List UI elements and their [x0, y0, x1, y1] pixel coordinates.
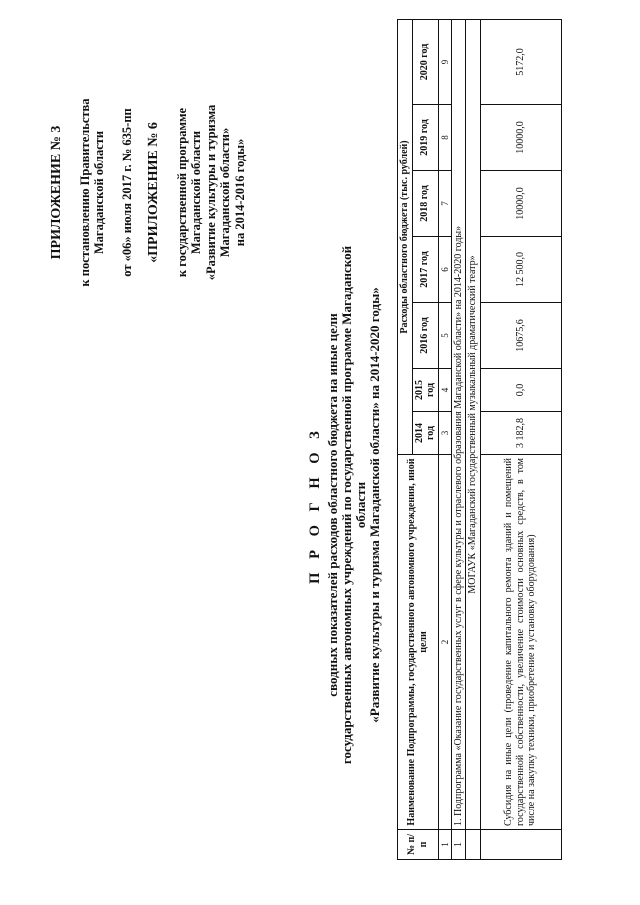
year-cell: 2020 год — [412, 19, 438, 104]
appendix-6: «ПРИЛОЖЕНИЕ № 6 — [146, 122, 161, 263]
header-budget: Расходы областного бюджета (тыс. рублей) — [398, 19, 413, 454]
title-forecast: П Р О Г Н О З — [307, 426, 323, 584]
value-cell: 10675,6 — [480, 303, 561, 369]
program-line-4: Магаданской области» — [218, 127, 232, 258]
title-line-3: государственных автономных учреждений по государственной программе Магаданской области — [339, 245, 368, 765]
subsidy-row — [480, 19, 561, 859]
resolution-line-2: Магаданской области — [92, 130, 106, 255]
year-cell: 2019 год — [412, 105, 438, 171]
title-line-4: «Развитие культуры и туризма Магаданской области» на 2014-2020 годы» — [367, 287, 382, 723]
budget-table — [397, 19, 562, 860]
organization-name: МОГАУК «Магаданский государственный музыкальный драматический театр» — [466, 19, 481, 829]
row-number: 1 — [451, 830, 466, 860]
program-line-2: Магаданской области — [189, 130, 203, 255]
table-header-row — [398, 19, 413, 859]
empty-cell — [480, 830, 561, 860]
subprogram-title: 1. Подпрограмма «Оказание государственных услуг в сфере культуры и отраслевого образования Магаданской области» на 2014-2020 годы» — [451, 19, 466, 829]
value-cell: 0,0 — [480, 369, 561, 412]
column-number-row — [438, 19, 451, 859]
column-number: 9 — [438, 19, 451, 104]
column-number: 8 — [438, 105, 451, 171]
column-number: 1 — [438, 830, 451, 860]
header-number: № п/п — [398, 830, 439, 860]
column-number: 6 — [438, 237, 451, 303]
year-cell: 2015 год — [412, 369, 438, 412]
value-cell: 10000,0 — [480, 105, 561, 171]
header-name: Наименование Подпрограммы, государственного автономного учреждения, иной цели — [398, 455, 439, 830]
value-cell: 3 182,8 — [480, 412, 561, 455]
year-cell: 2017 год — [412, 237, 438, 303]
value-cell: 10000,0 — [480, 171, 561, 237]
empty-cell — [466, 830, 481, 860]
value-cell: 12 500,0 — [480, 237, 561, 303]
column-number: 2 — [438, 455, 451, 830]
column-number: 7 — [438, 171, 451, 237]
column-number: 4 — [438, 369, 451, 412]
year-cell: 2016 год — [412, 303, 438, 369]
subsidy-description: Субсидия на иные цели (проведение капитального ремонта зданий и помещений государственной собственности, увеличение стоимости основных средств, в том числе на закупку техники, приобретение и установку оборудования) — [480, 455, 561, 830]
program-line-3: «Развитие культуры и туризма — [203, 104, 218, 281]
resolution-date: от «06» июля 2017 г. № 635-пп — [119, 108, 134, 277]
program-line-1: к государственной программе — [174, 107, 189, 278]
organization-row — [466, 19, 481, 859]
year-cell: 2014 год — [412, 412, 438, 455]
appendix-number: ПРИЛОЖЕНИЕ № 3 — [49, 125, 64, 260]
year-cell: 2018 год — [412, 171, 438, 237]
column-number: 3 — [438, 412, 451, 455]
document-title — [308, 225, 382, 785]
program-line-5: на 2014-2016 годы» — [232, 138, 247, 247]
column-number: 5 — [438, 303, 451, 369]
subprogram-row — [451, 19, 466, 859]
value-cell: 5172,0 — [480, 19, 561, 104]
title-line-2: сводных показателей расходов областного бюджета на иные цели — [325, 313, 340, 697]
resolution-line-1: к постановлению Правительства — [77, 98, 92, 287]
appendix-header — [50, 60, 247, 325]
